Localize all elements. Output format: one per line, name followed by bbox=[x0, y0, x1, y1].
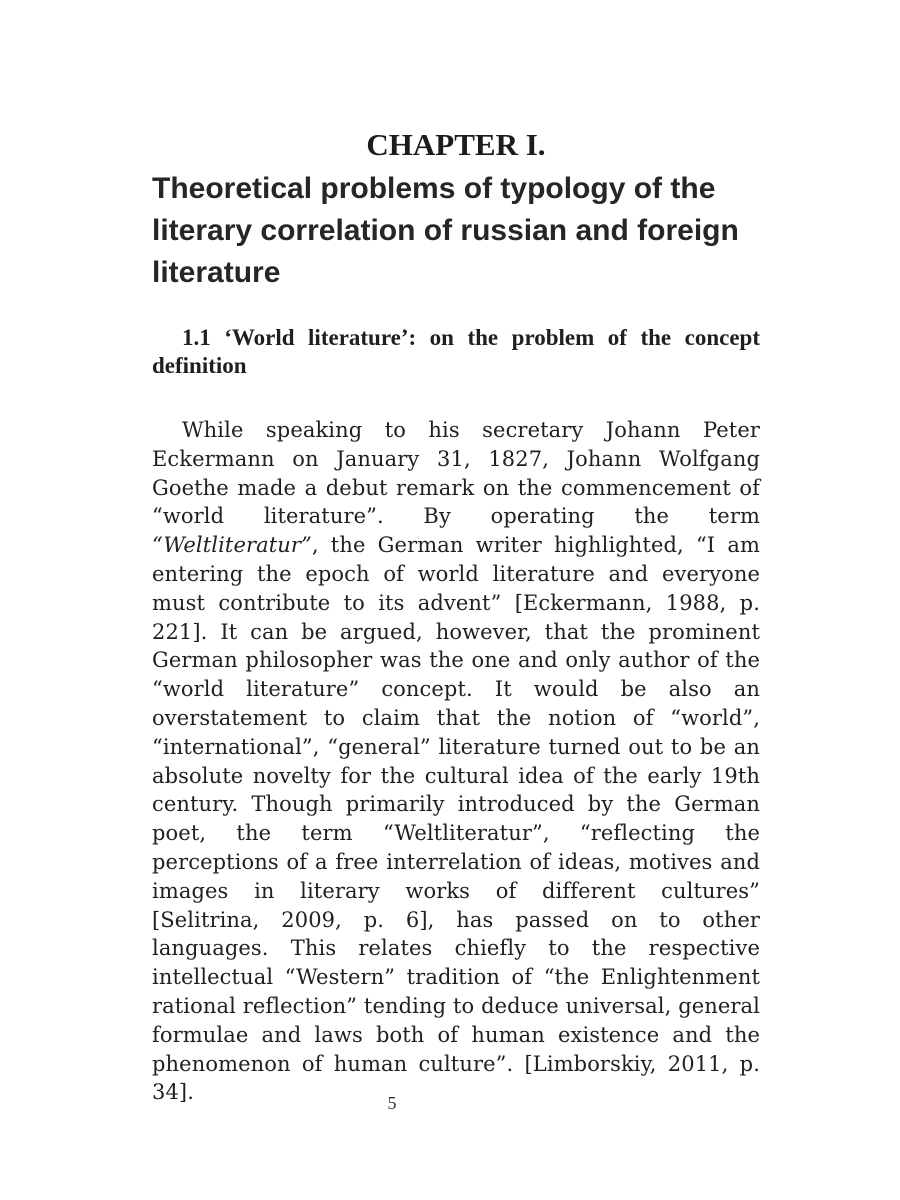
page-number: 5 bbox=[387, 1093, 397, 1113]
page-content bbox=[152, 126, 760, 1107]
chapter-label: CHAPTER I. bbox=[366, 127, 546, 162]
paragraph-intro-text: While speaking to his secretary Johann Peter Eckermann on January 31, 1827, Johann Wolfgang Goethe made a debut remark on the commencement of “world literature”. By operating the term bbox=[152, 418, 760, 529]
paragraph-rest-text: , the German writer highlighted, “I am entering the epoch of world literature and everyone must contribute to its advent” [Eckermann, 1988, p. 221]. It can be argued, however, that the prominent German philosopher was the one and only author of the “world literature” concept. It would be also an overstatement to claim that the notion of “world”, “international”, “general” literature turned out to be an absolute novelty for the cultural idea of the early 19th century. Though primarily introduced by the German poet, the term “Weltliteratur”, “reflecting the perceptions of a free interrelation of ideas, motives and images in literary works of different cultures” [Selitrina, 2009, p. 6], has passed on to other languages. This relates chiefly to the respective intellectual “Western” tradition of “the Enlightenment rational reflection” tending to deduce universal, general formulae and laws both of human existence and the phenomenon of human culture”. [Limborskiy, 2011, p. 34]. bbox=[152, 533, 760, 1105]
body-paragraph bbox=[152, 416, 760, 1107]
weltliteratur-term: “Weltliteratur” bbox=[152, 533, 312, 558]
chapter-title: Theoretical problems of typology of the literary correlation of russian and foreign literature bbox=[152, 172, 739, 289]
section-heading: 1.1 ‘World literature’: on the problem of the concept definition bbox=[152, 325, 760, 378]
